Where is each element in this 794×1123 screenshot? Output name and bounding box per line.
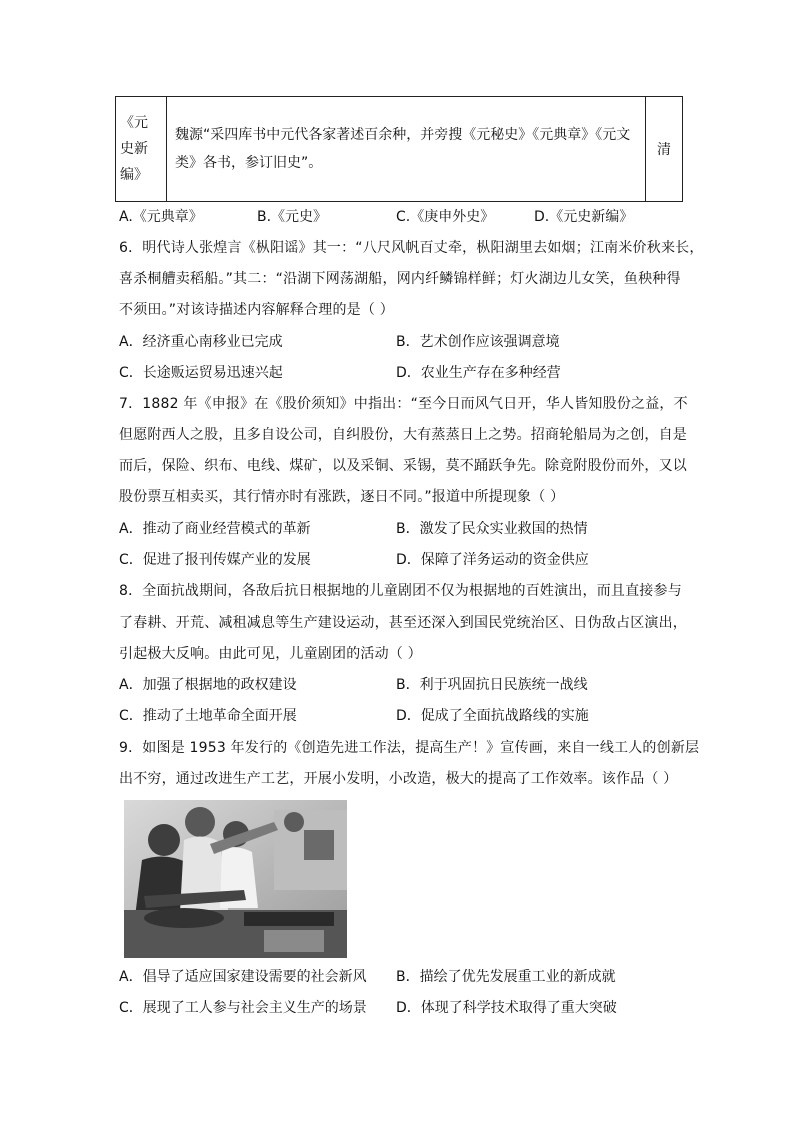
q7-option-d[interactable]: D．保障了洋务运动的资金供应 — [396, 552, 589, 568]
q7-stem-line: 股份票互相卖买，其行情亦时有涨跌，逐日不同。”报道中所提现象（ ） — [119, 489, 565, 505]
book-title-cell — [116, 97, 167, 202]
q9-stem-line: 出不穷，通过改进生产工艺，开展小发明，小改造，极大的提高了工作效率。该作品（ ） — [119, 771, 678, 787]
q6-option-c[interactable]: C．长途贩运贸易迅速兴起 — [119, 365, 283, 381]
q8-stem-line: 引起极大反响。由此可见，儿童剧团的活动（ ） — [119, 646, 422, 662]
q8-stem-line: 8．全面抗战期间，各敌后抗日根据地的儿童剧团不仅为根据地的百姓演出，而且直接参与 — [119, 583, 682, 599]
q6-option-d[interactable]: D．农业生产存在多种经营 — [396, 365, 561, 381]
q5-option-b[interactable]: B.《元史》 — [257, 209, 328, 225]
book-title-line: 编》 — [120, 167, 148, 183]
q8-option-b[interactable]: B．利于巩固抗日民族统一战线 — [396, 677, 588, 693]
q8-option-d[interactable]: D．促成了全面抗战路线的实施 — [396, 708, 589, 724]
book-title-line: 史新 — [120, 141, 148, 157]
table-row — [116, 97, 683, 202]
q7-stem-line: 7．1882 年《申报》在《股价须知》中指出：“至今日而风气日开，华人皆知股份之益，不 — [119, 396, 688, 412]
q6-option-a[interactable]: A．经济重心南移业已完成 — [119, 334, 283, 350]
source-table — [115, 96, 683, 202]
q5-option-d[interactable]: D.《元史新编》 — [534, 209, 634, 225]
description-cell — [167, 97, 646, 202]
q6-stem-line: 喜杀桐艚卖稻船。”其二：“沿湖下网荡湖船，网内纤鳞锦样鲜；灯火湖边儿女笑，鱼秧种得 — [119, 271, 681, 287]
q7-option-a[interactable]: A．推动了商业经营模式的革新 — [119, 521, 311, 537]
q9-stem-line: 9．如图是 1953 年发行的《创造先进工作法，提高生产！》宣传画，来自一线工人的创新层 — [119, 740, 700, 756]
q6-stem-line: 不须田。”对该诗描述内容解释合理的是（ ） — [119, 302, 394, 318]
description-line: 魏源“采四库书中元代各家著述百余种，并旁搜《元秘史》《元典章》《元文 — [175, 127, 631, 143]
q5-option-c[interactable]: C.《庚申外史》 — [396, 209, 495, 225]
q7-stem-line: 但愿附西人之股，且多自设公司，自纠股份，大有蒸蒸日上之势。招商轮船局为之创，自是 — [119, 427, 687, 443]
propaganda-poster-image — [124, 800, 347, 958]
q7-stem-line: 而后，保险、织布、电线、煤矿，以及采铜、采锡，莫不踊跃争先。除竟附股份而外，又以 — [119, 458, 687, 474]
era-cell: 清 — [646, 97, 683, 202]
q5-option-a[interactable]: A.《元典章》 — [119, 209, 203, 225]
q9-option-d[interactable]: D．体现了科学技术取得了重大突破 — [396, 1000, 617, 1016]
q8-option-c[interactable]: C．推动了土地革命全面开展 — [119, 708, 297, 724]
q6-stem-line: 6．明代诗人张煌言《枞阳谣》其一：“八尺风帆百丈牵，枞阳湖里去如烟；江南米价秋来长， — [119, 240, 704, 256]
q9-option-a[interactable]: A．倡导了适应国家建设需要的社会新风 — [119, 969, 367, 985]
q8-stem-line: 了春耕、开荒、减租减息等生产建设运动，甚至还深入到国民党统治区、日伪敌占区演出， — [119, 615, 687, 631]
q9-option-c[interactable]: C．展现了工人参与社会主义生产的场景 — [119, 1000, 367, 1016]
description-line: 类》各书，参订旧史”。 — [175, 155, 323, 171]
q6-option-b[interactable]: B．艺术创作应该强调意境 — [396, 334, 560, 350]
q8-option-a[interactable]: A．加强了根据地的政权建设 — [119, 677, 297, 693]
q9-option-b[interactable]: B．描绘了优先发展重工业的新成就 — [396, 969, 616, 985]
book-title-line: 《元 — [120, 115, 148, 131]
q7-option-c[interactable]: C．促进了报刊传媒产业的发展 — [119, 552, 311, 568]
poster-illustration — [124, 800, 347, 958]
q7-option-b[interactable]: B．激发了民众实业救国的热情 — [396, 521, 588, 537]
